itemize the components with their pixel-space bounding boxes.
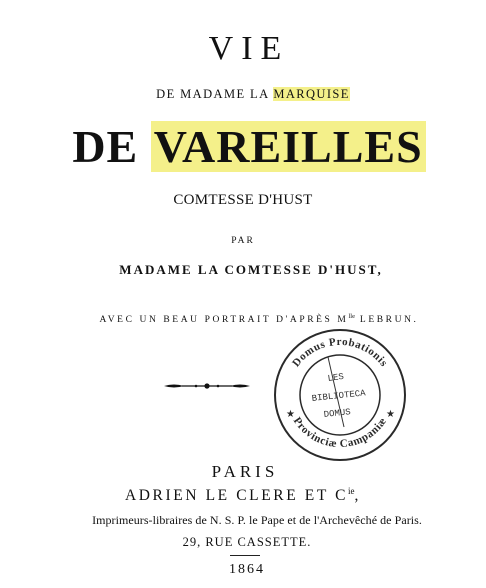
subtitle-prefix: DE MADAME LA (156, 87, 274, 101)
title-vie: VIE (208, 30, 290, 67)
main-title-de: DE (72, 121, 151, 172)
stamp-star-icon: ★ (386, 409, 395, 420)
imprint-rule (230, 555, 260, 556)
portrait-prefix: AVEC UN BEAU PORTRAIT D'APRÈS M (99, 315, 349, 326)
imprint-year: 1864 (229, 562, 265, 577)
imprint-address: 29, RUE CASSETTE. (182, 535, 312, 549)
stamp-inner-line-3: DOMUS (323, 407, 352, 420)
publisher-suffix: , (354, 487, 362, 505)
stamp-inner-line-1: LES (327, 371, 345, 384)
ornament-divider (162, 379, 252, 393)
main-title (0, 120, 486, 173)
stamp-inner-line-2: BIBLIOTECA (311, 388, 367, 404)
comtesse-line: COMTESSE D'HUST (173, 192, 313, 208)
publisher-name: ADRIEN LE CLERE ET C (124, 487, 349, 505)
library-stamp (272, 327, 408, 463)
svg-text:Provinciæ Campaniæ (291, 415, 389, 450)
subtitle-line (0, 87, 486, 102)
publisher-sup: ie (348, 486, 355, 496)
stamp-outer-bottom: Provinciæ Campaniæ (290, 415, 390, 451)
main-title-highlight: VAREILLES (151, 121, 426, 172)
imprint-publisher (0, 486, 486, 505)
subtitle-highlight: MARQUISE (273, 87, 350, 101)
stamp-star-icon: ★ (286, 409, 295, 420)
imprint-city: PARIS (211, 462, 279, 481)
author-line: MADAME LA COMTESSE D'HUST, (119, 262, 383, 277)
portrait-suffix: LEBRUN. (354, 315, 419, 326)
portrait-sup: lle (348, 313, 355, 320)
imprint-printers: Imprimeurs-libraires de N. S. P. le Pape et de l'Archevêché de Paris. (92, 513, 422, 527)
par-line: PAR (231, 236, 255, 246)
portrait-line (0, 313, 486, 325)
stamp-outer-top: Domus Probationis (290, 335, 390, 370)
